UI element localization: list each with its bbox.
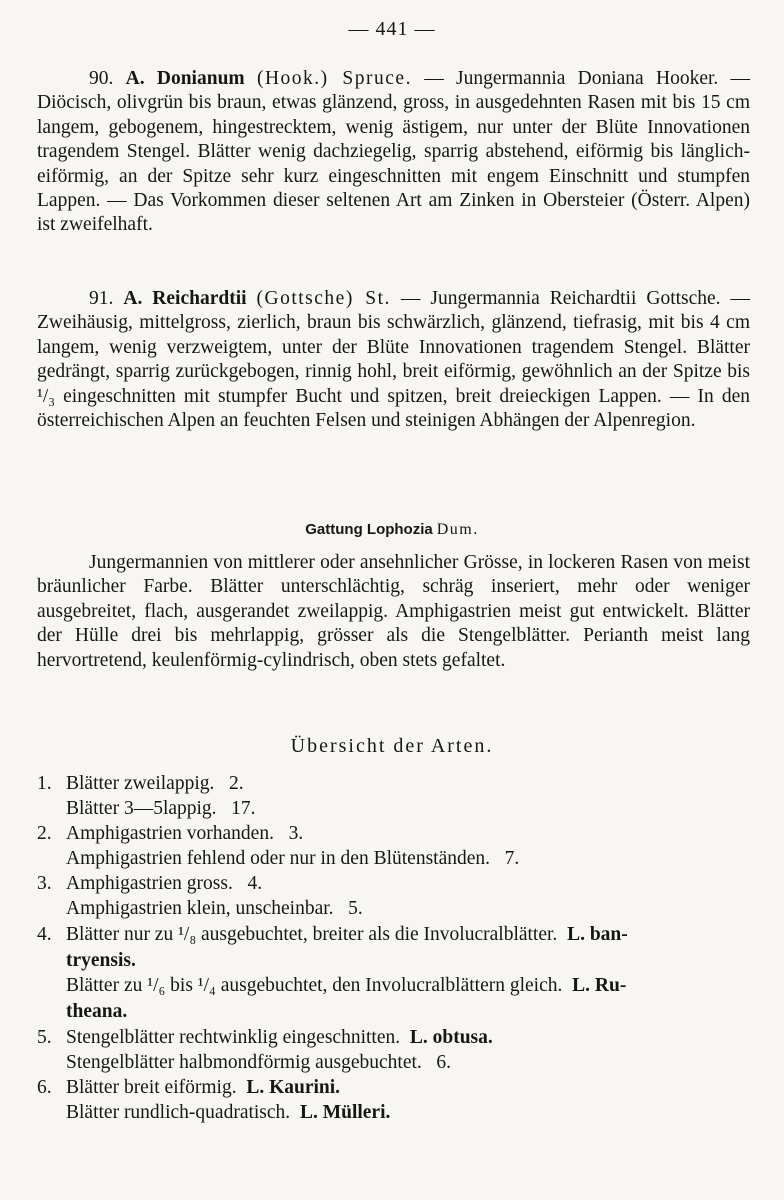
key-line-description: Blätter 3—5lappig. 17. — [66, 798, 256, 819]
species-91-entry — [37, 287, 750, 433]
genus-description — [37, 551, 750, 673]
key-line-text — [66, 897, 363, 921]
genus-name: Gattung Lophozia — [305, 521, 433, 538]
species-90-number: 90. — [89, 68, 114, 89]
species-90-text: — Jungermannia Doniana Hooker. — Diöcisch, olivgrün bis braun, etwas glänzend, gross, in ausgedehnten Rasen mit bis 15 cm langem, gebogenem, hingestrecktem, wenig ästigem, nur unter der Blüte Innovationen tragendem Stengel. Blätter wenig dachziegelig, sparrig abstehend, eiförmig bis länglich-eiförmig, an der Spitze sehr kurz eingeschnitten mit engem Einschnitt und stumpfen Lappen. — Das Vorkommen dieser seltenen Art am Zinken in Obersteier (Österr. Alpen) ist zweifelhaft. — [37, 68, 751, 236]
species-90-entry — [37, 67, 750, 238]
key-line-text — [66, 1076, 340, 1100]
key-line-species: L. Ru- — [562, 975, 627, 996]
key-line-text — [66, 1026, 493, 1050]
key-line-number: 4. — [37, 924, 52, 945]
key-line-description: Amphigastrien fehlend oder nur in den Blütenständen. 7. — [66, 848, 520, 869]
key-line-number: 1. — [37, 773, 52, 794]
species-91-name: A. Reichardtii — [123, 288, 247, 309]
key-line-description: Blätter zweilappig. 2. — [66, 773, 244, 794]
key-line-species: L. ban- — [557, 924, 628, 945]
key-line-text — [66, 949, 136, 973]
key-line-text — [66, 872, 262, 896]
key-line-description: Amphigastrien gross. 4. — [66, 873, 263, 894]
overview-title: Übersicht der Arten. — [290, 735, 494, 757]
key-line-number: 5. — [37, 1027, 52, 1048]
key-line-text — [66, 1101, 390, 1125]
genus-author: Dum. — [436, 521, 479, 538]
key-line-species: L. Mülleri. — [290, 1102, 391, 1123]
key-line-species: tryensis. — [66, 950, 136, 971]
genus-description-text: Jungermannien von mittlerer oder ansehnlicher Grösse, in lockeren Rasen von meist bräunlicher Farbe. Blätter unterschlächtig, schräg inseriert, mehr oder weniger ausgebreitet, flach, ausgerandet zweilappig. Amphigastrien meist gut entwickelt. Blätter der Hülle drei bis mehrlappig, grösser als die Stengelblätter. Perianth meist lang hervortretend, keulenförmig-cylindrisch, oben stets gefaltet. — [37, 552, 750, 671]
key-line-number: 3. — [37, 873, 52, 894]
key-line-text — [66, 974, 626, 998]
species-90-author: (Hook.) Spruce. — [256, 68, 412, 89]
key-line-text — [66, 1051, 451, 1075]
key-line-description: Amphigastrien klein, unscheinbar. 5. — [66, 898, 363, 919]
key-line-number: 2. — [37, 823, 52, 844]
key-line-description: Blätter nur zu ¹/₈ ausgebuchtet, breiter als die Involucralblätter. — [66, 924, 558, 945]
page-number: — 441 — — [348, 18, 436, 40]
key-line-text — [66, 1000, 127, 1024]
key-line-description: Amphigastrien vorhanden. 3. — [66, 823, 304, 844]
key-line-description: Blätter rundlich-quadratisch. — [66, 1102, 291, 1123]
key-line-number: 6. — [37, 1077, 52, 1098]
key-line-species: theana. — [66, 1001, 128, 1022]
key-line-description: Stengelblätter halbmondförmig ausgebuchtet. 6. — [66, 1052, 452, 1073]
key-line-text — [66, 797, 256, 821]
key-line-text — [66, 923, 628, 947]
key-line-description: Blätter breit eiförmig. — [66, 1077, 237, 1098]
species-90-name: A. Donianum — [125, 68, 245, 89]
key-line-description: Blätter zu ¹/₆ bis ¹/₄ ausgebuchtet, den Involucralblättern gleich. — [66, 975, 563, 996]
key-line-species: L. obtusa. — [400, 1027, 493, 1048]
species-91-text: — Jungermannia Reichardtii Gottsche. — Zweihäusig, mittelgross, zierlich, braun bis schwärzlich, glänzend, tiefrasig, mit bis 4 cm langem, wenig verzweigtem, unter der Blüte Innovationen tragendem Stengel. Blätter gedrängt, sparrig zurückgebogen, rinnig hohl, breit eiförmig, gewöhnlich an der Spitze bis ¹/₃ eingeschnitten mit stumpfer Bucht und spitzen, breit dreieckigen Lappen. — In den österreichischen Alpen an feuchten Felsen und steinigen Abhängen der Alpenregion. — [37, 288, 751, 432]
species-91-author: (Gottsche) St. — [256, 288, 391, 309]
key-line-text — [66, 822, 303, 846]
key-line-description: Stengelblätter rechtwinklig eingeschnitten. — [66, 1027, 401, 1048]
key-line-species: L. Kaurini. — [236, 1077, 341, 1098]
key-line-text — [66, 772, 244, 796]
species-91-number: 91. — [89, 288, 114, 309]
genus-heading — [0, 519, 784, 541]
key-line-text — [66, 847, 519, 871]
